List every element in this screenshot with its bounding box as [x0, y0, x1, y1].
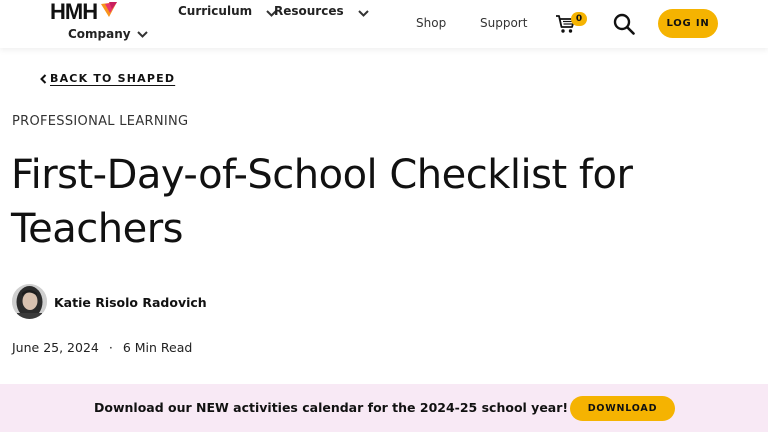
- cart-button[interactable]: [555, 13, 589, 37]
- search-icon: [613, 13, 635, 35]
- nav-shop[interactable]: Shop: [416, 16, 447, 30]
- article-category: PROFESSIONAL LEARNING: [12, 114, 189, 129]
- login-button[interactable]: LOG IN: [658, 9, 718, 38]
- search-button[interactable]: [613, 13, 635, 35]
- site-header: [0, 0, 768, 48]
- download-button[interactable]: DOWNLOAD: [570, 396, 675, 421]
- chevron-down-icon: [358, 10, 369, 17]
- logo-text: HMH: [50, 0, 98, 24]
- article-meta: [12, 340, 192, 355]
- nav-support[interactable]: Support: [480, 16, 528, 30]
- chevron-left-icon: [40, 74, 47, 84]
- nav-curriculum[interactable]: [178, 4, 277, 18]
- hmh-logo[interactable]: [50, 1, 120, 23]
- nav-curriculum-label: Curriculum: [178, 4, 253, 18]
- author-avatar: [12, 284, 47, 319]
- publish-date: June 25, 2024: [12, 340, 99, 355]
- chevron-down-icon: [137, 31, 148, 38]
- back-link[interactable]: [40, 72, 175, 85]
- author-photo: [12, 284, 47, 319]
- nav-company[interactable]: [68, 27, 148, 41]
- promo-banner-text: Download our NEW activities calendar for the 2024-25 school year!: [94, 400, 569, 415]
- nav-resources-label: Resources: [274, 4, 344, 18]
- read-time: 6 Min Read: [122, 340, 193, 355]
- author-name[interactable]: Katie Risolo Radovich: [54, 295, 207, 310]
- article-title: First-Day-of-School Checklist for Teachers: [11, 152, 633, 252]
- cart-count-badge: 0: [571, 12, 587, 26]
- nav-company-label: Company: [68, 27, 131, 41]
- hmh-logo-mark-icon: [98, 0, 120, 20]
- back-link-label: BACK TO SHAPED: [50, 72, 176, 85]
- meta-separator: ·: [108, 340, 113, 355]
- nav-resources[interactable]: [274, 4, 369, 18]
